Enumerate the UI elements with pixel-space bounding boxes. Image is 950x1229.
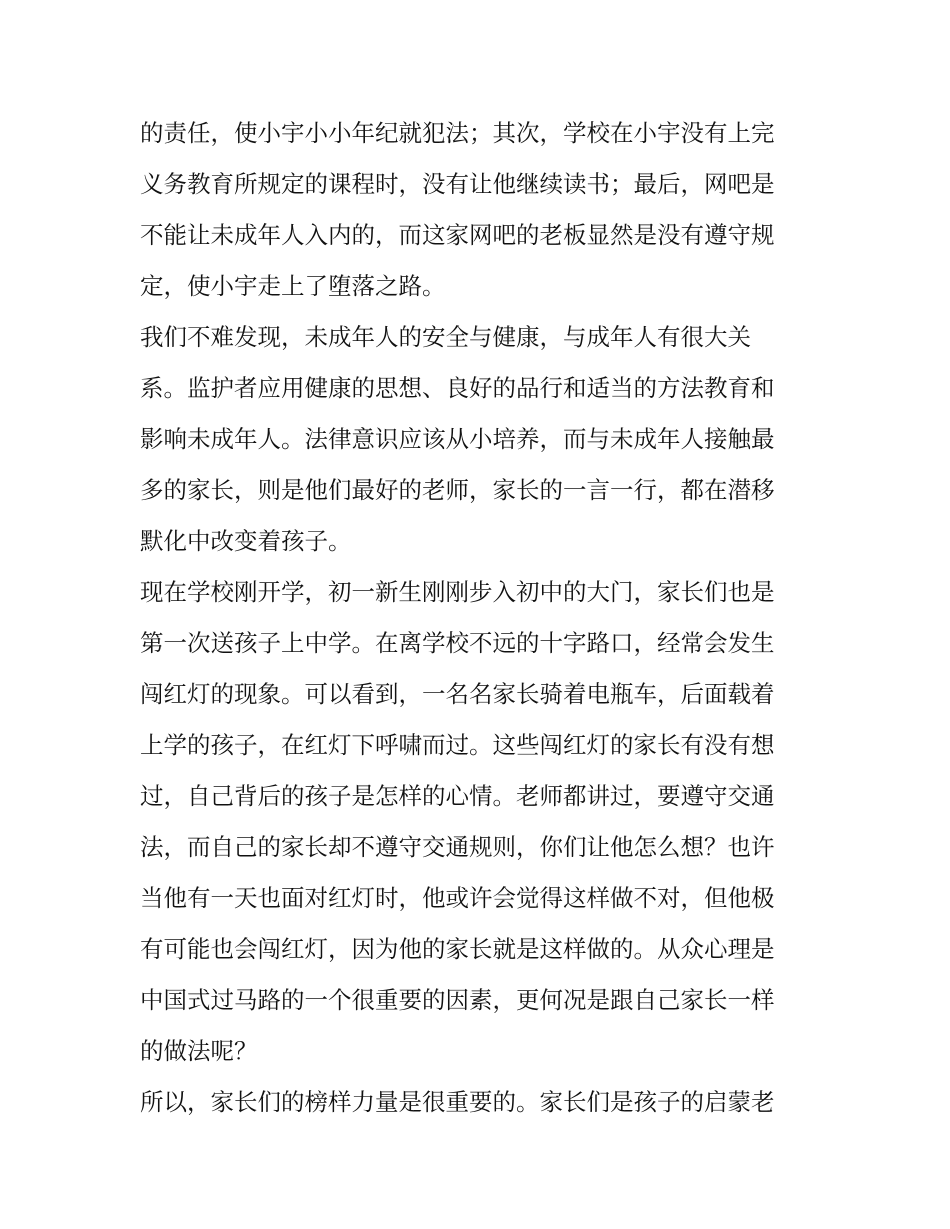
- text-line: 义务教育所规定的课程时，没有让他继续读书；最后，网吧是: [140, 170, 775, 198]
- text-line: 第一次送孩子上中学。在离学校不远的十字路口，经常会发生: [140, 629, 775, 657]
- text-line: 的责任，使小宇小小年纪就犯法；其次，学校在小宇没有上完: [140, 119, 775, 147]
- text-line: 影响未成年人。法律意识应该从小培养，而与未成年人接触最: [140, 425, 775, 453]
- body-text: [140, 108, 820, 1128]
- text-line: 法，而自己的家长却不遵守交通规则，你们让他怎么想？也许: [140, 833, 775, 861]
- text-line: 闯红灯的现象。可以看到，一名名家长骑着电瓶车，后面载着: [140, 680, 775, 708]
- text-line: 有可能也会闯红灯，因为他的家长就是这样做的。从众心理是: [140, 935, 775, 963]
- text-line: 的做法呢？: [140, 1037, 258, 1065]
- text-line: 默化中改变着孩子。: [140, 527, 352, 555]
- text-line: 过，自己背后的孩子是怎样的心情。老师都讲过，要遵守交通: [140, 782, 775, 810]
- text-line: 多的家长，则是他们最好的老师，家长的一言一行，都在潜移: [140, 476, 775, 504]
- text-line: 上学的孩子，在红灯下呼啸而过。这些闯红灯的家长有没有想: [140, 731, 775, 759]
- text-line: 所以，家长们的榜样力量是很重要的。家长们是孩子的启蒙老: [140, 1088, 775, 1116]
- text-line: 中国式过马路的一个很重要的因素，更何况是跟自己家长一样: [140, 986, 775, 1014]
- text-line: 我们不难发现，未成年人的安全与健康，与成年人有很大关: [140, 323, 751, 351]
- text-line: 当他有一天也面对红灯时，他或许会觉得这样做不对，但他极: [140, 884, 775, 912]
- text-line: 定，使小宇走上了堕落之路。: [140, 272, 446, 300]
- text-line: 不能让未成年人入内的，而这家网吧的老板显然是没有遵守规: [140, 221, 775, 249]
- text-line: 现在学校刚开学，初一新生刚刚步入初中的大门，家长们也是: [140, 578, 775, 606]
- text-line: 系。监护者应用健康的思想、良好的品行和适当的方法教育和: [140, 374, 775, 402]
